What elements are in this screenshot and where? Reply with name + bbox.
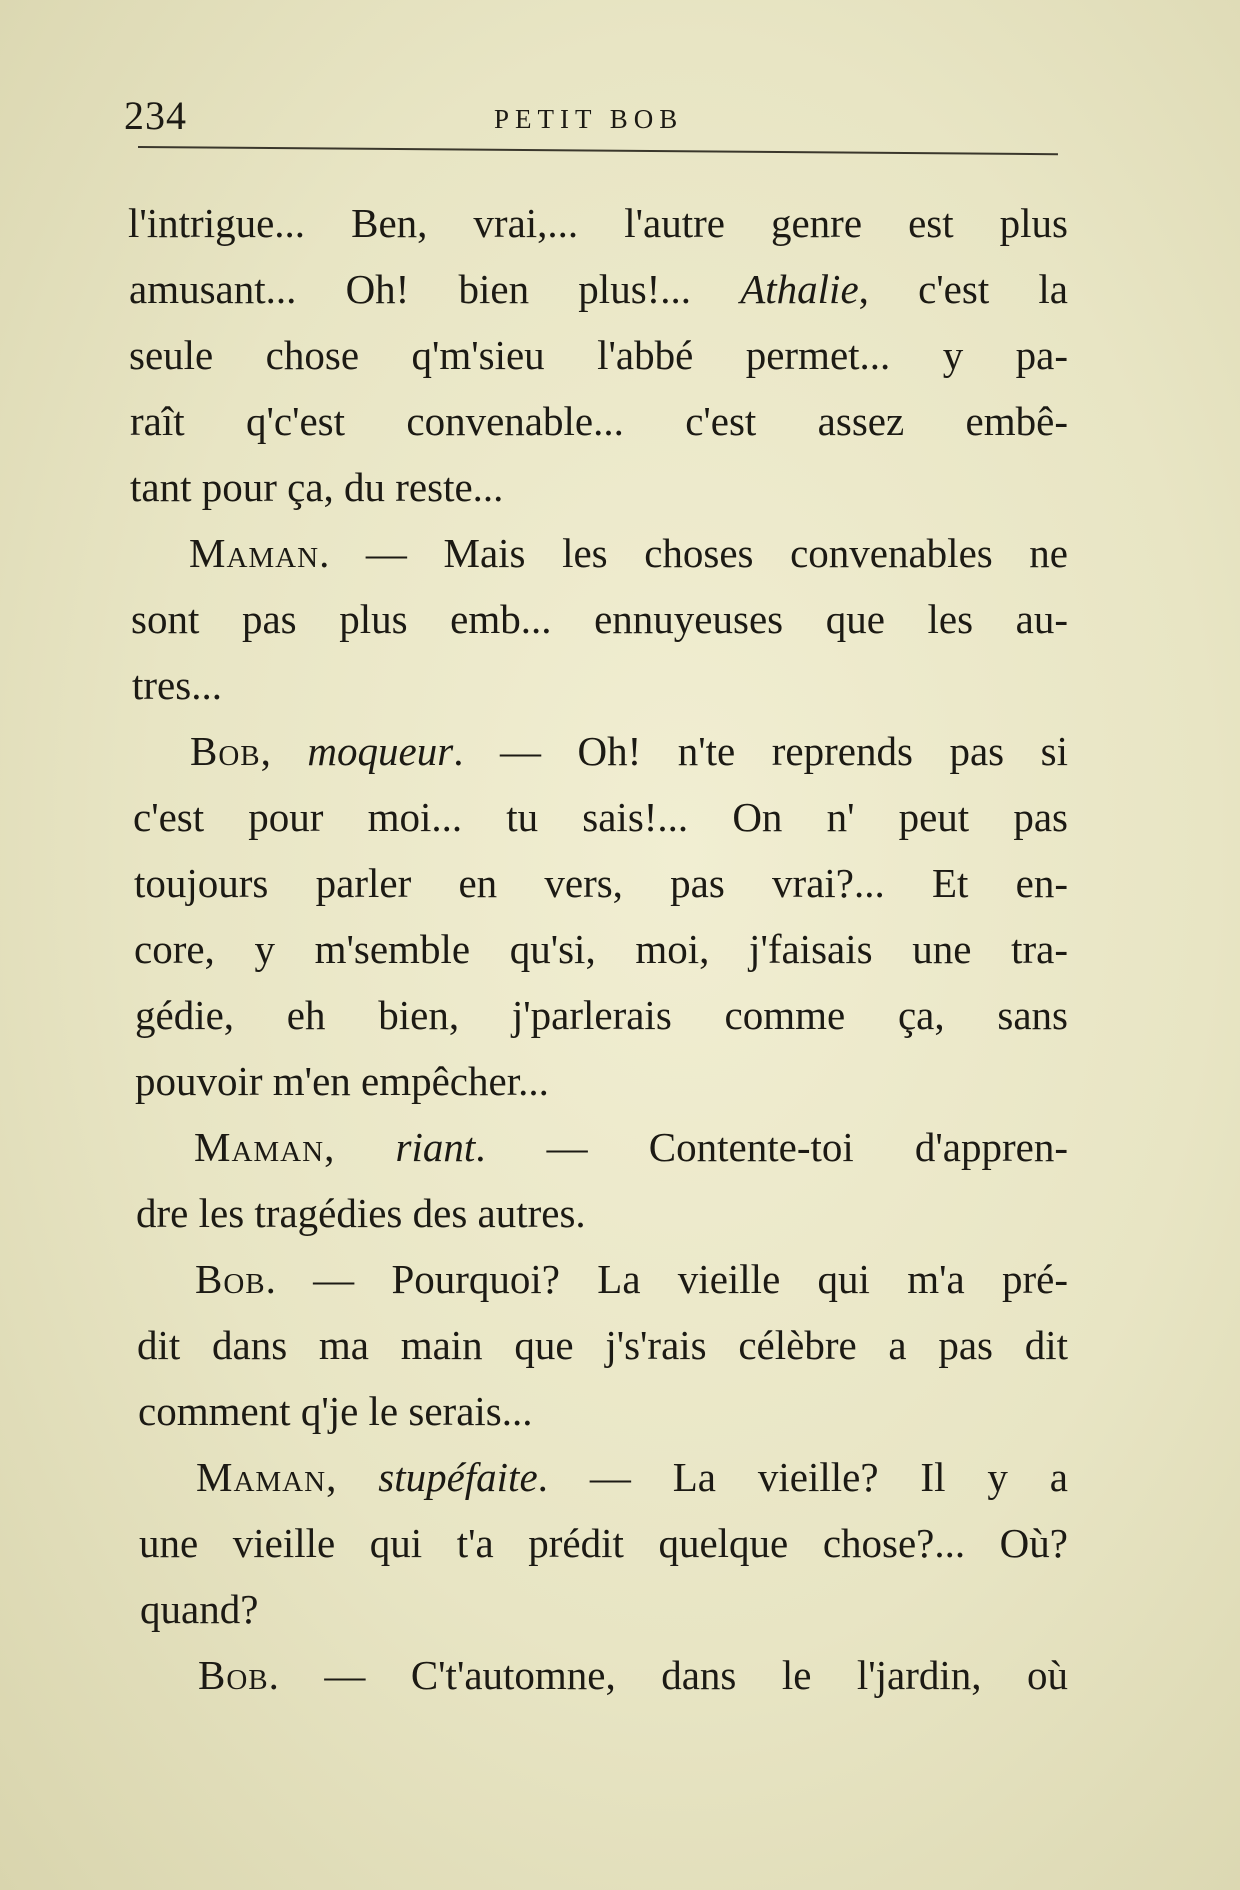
text-line: sont pas plus emb... ennuyeuses que les au- (131, 596, 1068, 642)
text-line: tant pour ça, du reste... (130, 464, 504, 510)
text-line: une vieille qui t'a prédit quelque chose?... Où? (139, 1520, 1068, 1566)
text-line: comment q'je le serais... (138, 1388, 533, 1434)
page-header (124, 92, 1054, 142)
text-line: tres... (132, 662, 222, 708)
text-line: seule chose q'm'sieu l'abbé permet... y pa- (129, 332, 1068, 378)
text-line-speaker: Bob, moqueur. — Oh! n'te reprends pas si (190, 728, 1068, 774)
page-number: 234 (124, 93, 187, 138)
text-line: core, y m'semble qu'si, moi, j'faisais une tra- (134, 926, 1068, 972)
text-line: l'intrigue... Ben, vrai,... l'autre genre est plus (128, 200, 1068, 246)
text-line-speaker: Bob. — Pourquoi? La vieille qui m'a pré- (195, 1256, 1068, 1302)
text-line: dit dans ma main que j's'rais célèbre a pas dit (137, 1322, 1068, 1368)
text-line: c'est pour moi... tu sais!... On n' peut pas (133, 794, 1068, 840)
text-line: gédie, eh bien, j'parlerais comme ça, sans (135, 992, 1068, 1038)
text-line-speaker: Maman. — Mais les choses convenables ne (189, 530, 1068, 576)
text-line: raît q'c'est convenable... c'est assez embê- (130, 398, 1068, 444)
header-rule (138, 146, 1058, 155)
text-line-speaker: Maman, riant. — Contente-toi d'appren- (194, 1124, 1068, 1170)
text-line: toujours parler en vers, pas vrai?... Et en- (134, 860, 1068, 906)
text-line: pouvoir m'en empêcher... (135, 1058, 549, 1104)
text-line: dre les tragédies des autres. (136, 1190, 586, 1236)
text-line: quand? (140, 1586, 259, 1632)
text-line-speaker: Bob. — C't'automne, dans le l'jardin, où (198, 1652, 1068, 1698)
text-line-speaker: Maman, stupéfaite. — La vieille? Il y a (196, 1454, 1068, 1500)
body-text (128, 190, 1068, 1708)
text-line: amusant... Oh! bien plus!... Athalie, c'est la (129, 266, 1068, 312)
running-head: PETIT BOB (494, 104, 684, 134)
